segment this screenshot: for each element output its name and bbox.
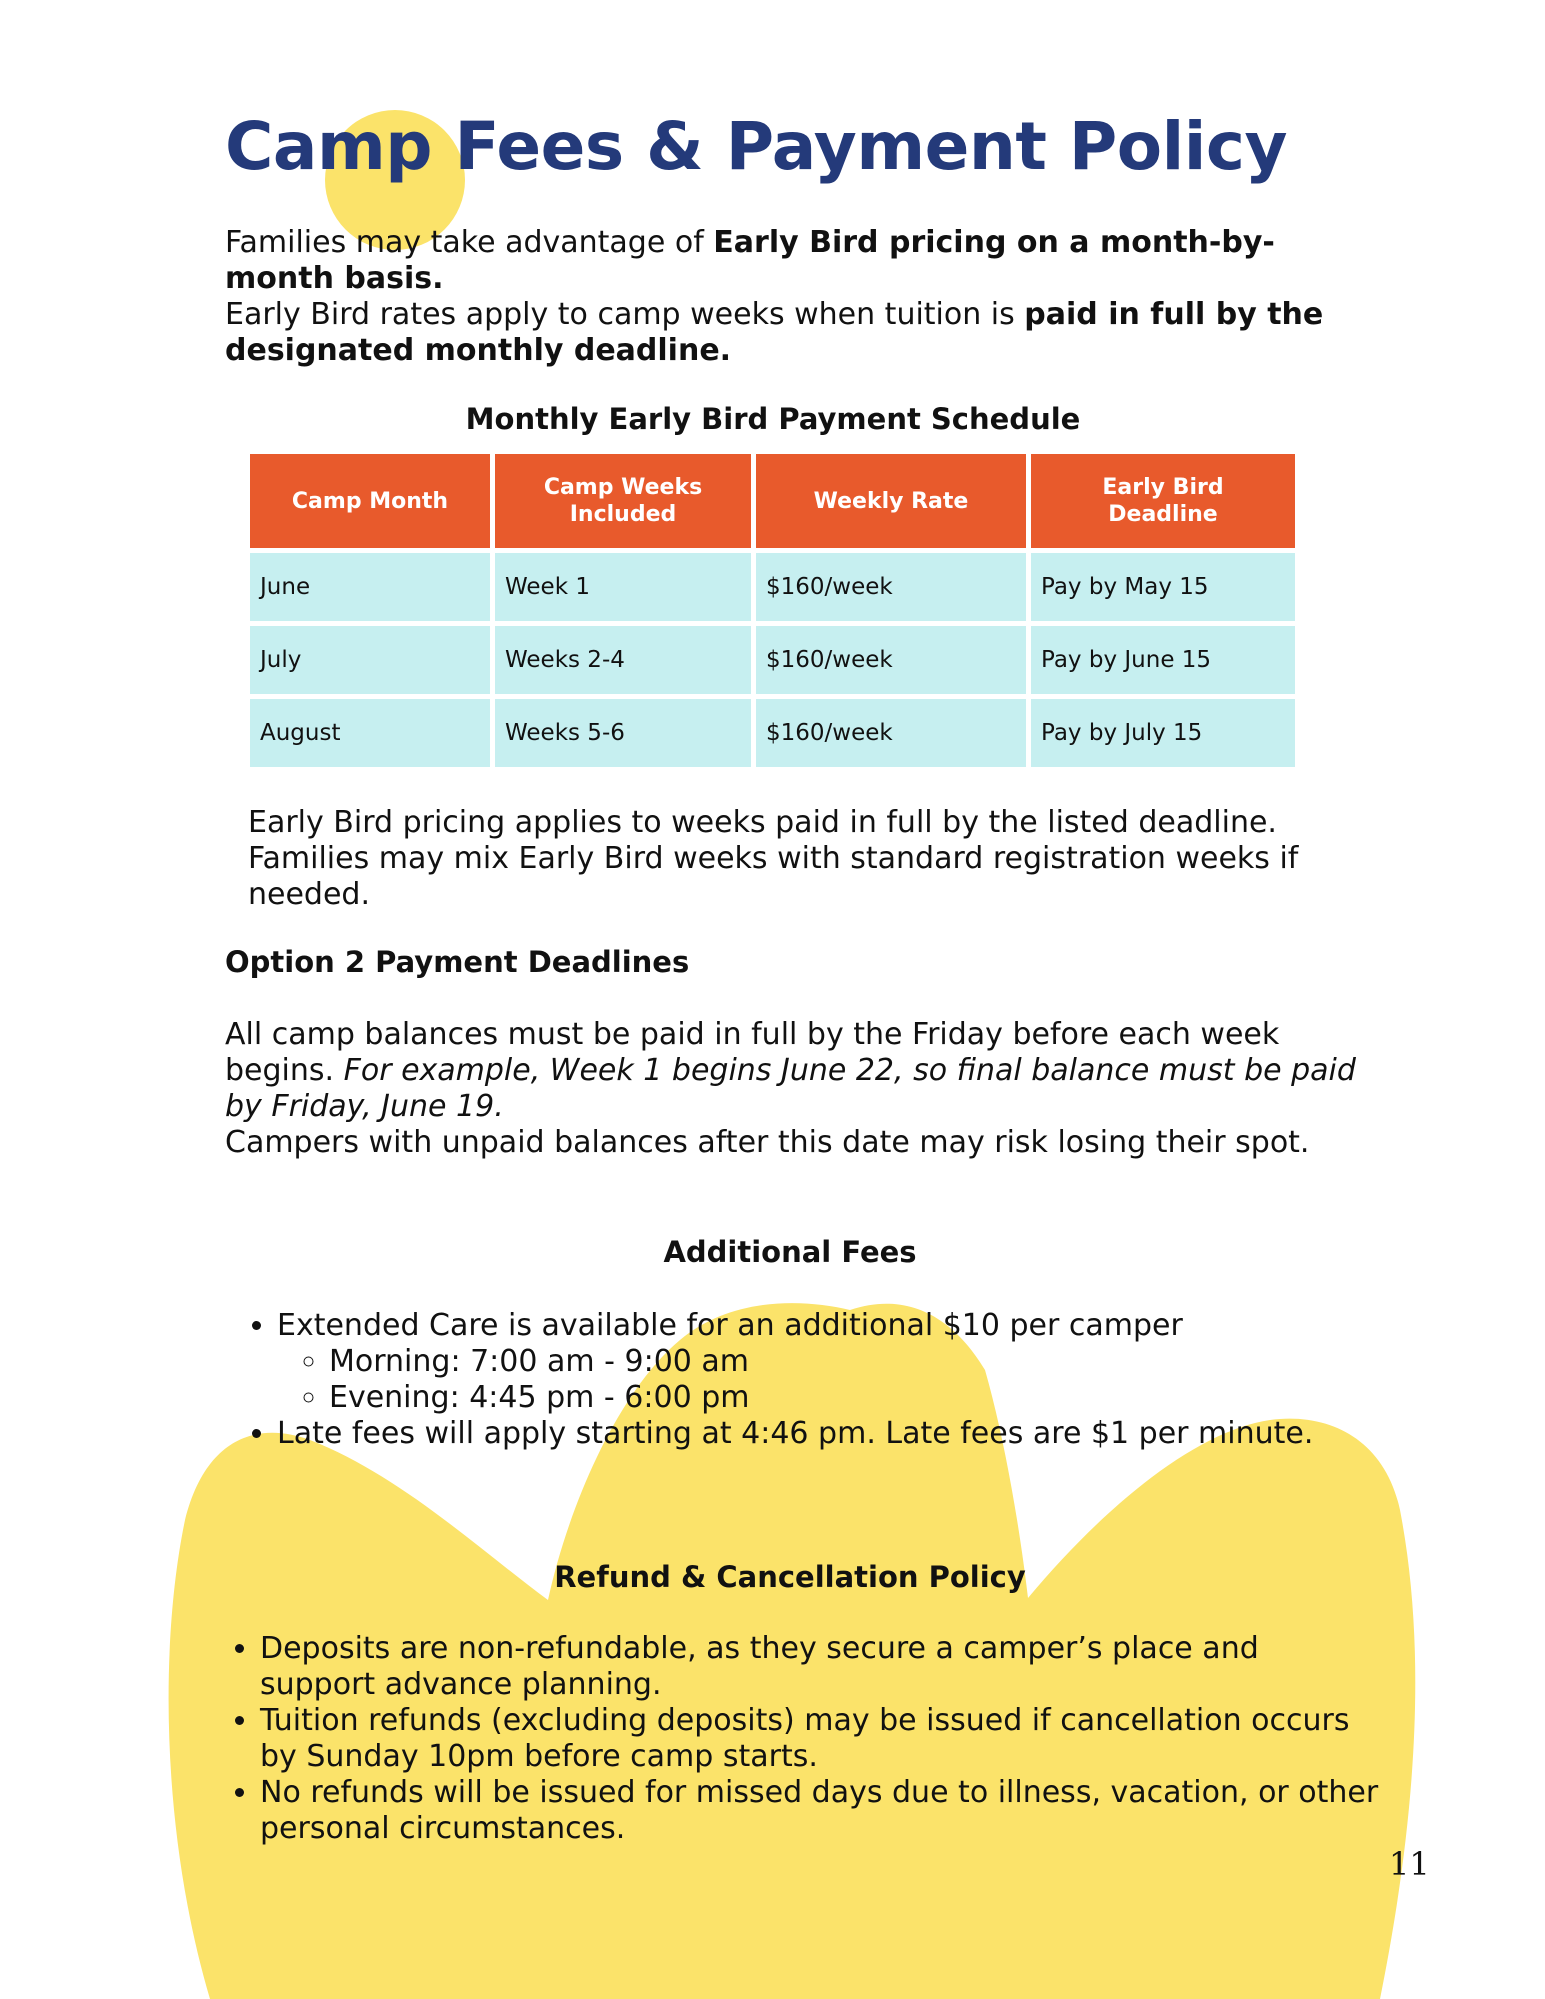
intro-line-1-bold: Early Bird pricing on a month-by-month basis. <box>225 225 1275 296</box>
list-item: ◦ Morning: 7:00 am - 9:00 am <box>329 1344 1427 1380</box>
refund-list <box>225 1631 1380 1847</box>
list-item: • Tuition refunds (excluding deposits) may be issued if cancellation occurs by Sunday 10pm before camp starts. <box>260 1703 1380 1775</box>
intro-line-2: Early Bird rates apply to camp weeks when tuition is <box>225 297 1025 332</box>
page-number: 11 <box>1389 1845 1430 1883</box>
extended-care-text: Extended Care is available for an additional $10 per camper <box>277 1308 1183 1343</box>
header-camp-weeks: Camp Weeks Included <box>495 454 751 548</box>
refund-heading: Refund & Cancellation Policy <box>554 1560 1026 1594</box>
table-cell: $160/week <box>756 553 1026 621</box>
header-weekly-rate: Weekly Rate <box>756 454 1026 548</box>
table-cell: Week 1 <box>495 553 751 621</box>
table-cell: $160/week <box>756 699 1026 767</box>
table-cell: Pay by June 15 <box>1031 626 1295 694</box>
option2-heading: Option 2 Payment Deadlines <box>225 945 690 979</box>
table-cell: Pay by May 15 <box>1031 553 1295 621</box>
schedule-title: Monthly Early Bird Payment Schedule <box>465 402 1081 436</box>
page-title: Camp Fees & Payment Policy <box>225 108 1287 185</box>
header-camp-month: Camp Month <box>250 454 490 548</box>
table-header-row <box>250 454 1295 548</box>
intro-line-2-bold: paid in full by the designated monthly deadline. <box>225 297 1324 368</box>
additional-fees-heading: Additional Fees <box>663 1235 917 1269</box>
intro-text <box>225 225 1335 369</box>
list-item: ◦ Evening: 4:45 pm - 6:00 pm <box>329 1380 1427 1416</box>
list-item <box>277 1308 1427 1416</box>
option2-text-b: Campers with unpaid balances after this date may risk losing their spot. <box>225 1125 1310 1160</box>
table-cell: June <box>250 553 490 621</box>
table-cell: August <box>250 699 490 767</box>
intro-line-1: Families may take advantage of <box>225 225 714 260</box>
extended-care-times <box>277 1344 1427 1416</box>
early-bird-note: Early Bird pricing applies to weeks paid in full by the listed deadline. Families may mix Early Bird weeks with standard registration weeks if needed. <box>248 805 1299 912</box>
list-item: • Deposits are non-refundable, as they secure a camper’s place and support advance planning. <box>260 1631 1380 1703</box>
option2-example: For example, Week 1 begins June 22, so final balance must be paid by Friday, June 19. <box>225 1053 1356 1124</box>
fees-list <box>225 1308 1427 1452</box>
table-cell: Weeks 5-6 <box>495 699 751 767</box>
list-item: • Late fees will apply starting at 4:46 pm. Late fees are $1 per minute. <box>277 1416 1427 1452</box>
table-cell: Weeks 2-4 <box>495 626 751 694</box>
option2-text <box>225 1017 1370 1161</box>
table-cell: $160/week <box>756 626 1026 694</box>
list-item: • No refunds will be issued for missed days due to illness, vacation, or other personal circumstances. <box>260 1775 1380 1847</box>
table-row <box>250 626 1295 694</box>
table-cell: Pay by July 15 <box>1031 699 1295 767</box>
table-row <box>250 699 1295 767</box>
header-deadline: Early Bird Deadline <box>1031 454 1295 548</box>
table-cell: July <box>250 626 490 694</box>
early-bird-schedule-table <box>245 449 1300 772</box>
table-row <box>250 553 1295 621</box>
option2-text-a: All camp balances must be paid in full by the Friday before each week begins. <box>225 1017 1280 1088</box>
